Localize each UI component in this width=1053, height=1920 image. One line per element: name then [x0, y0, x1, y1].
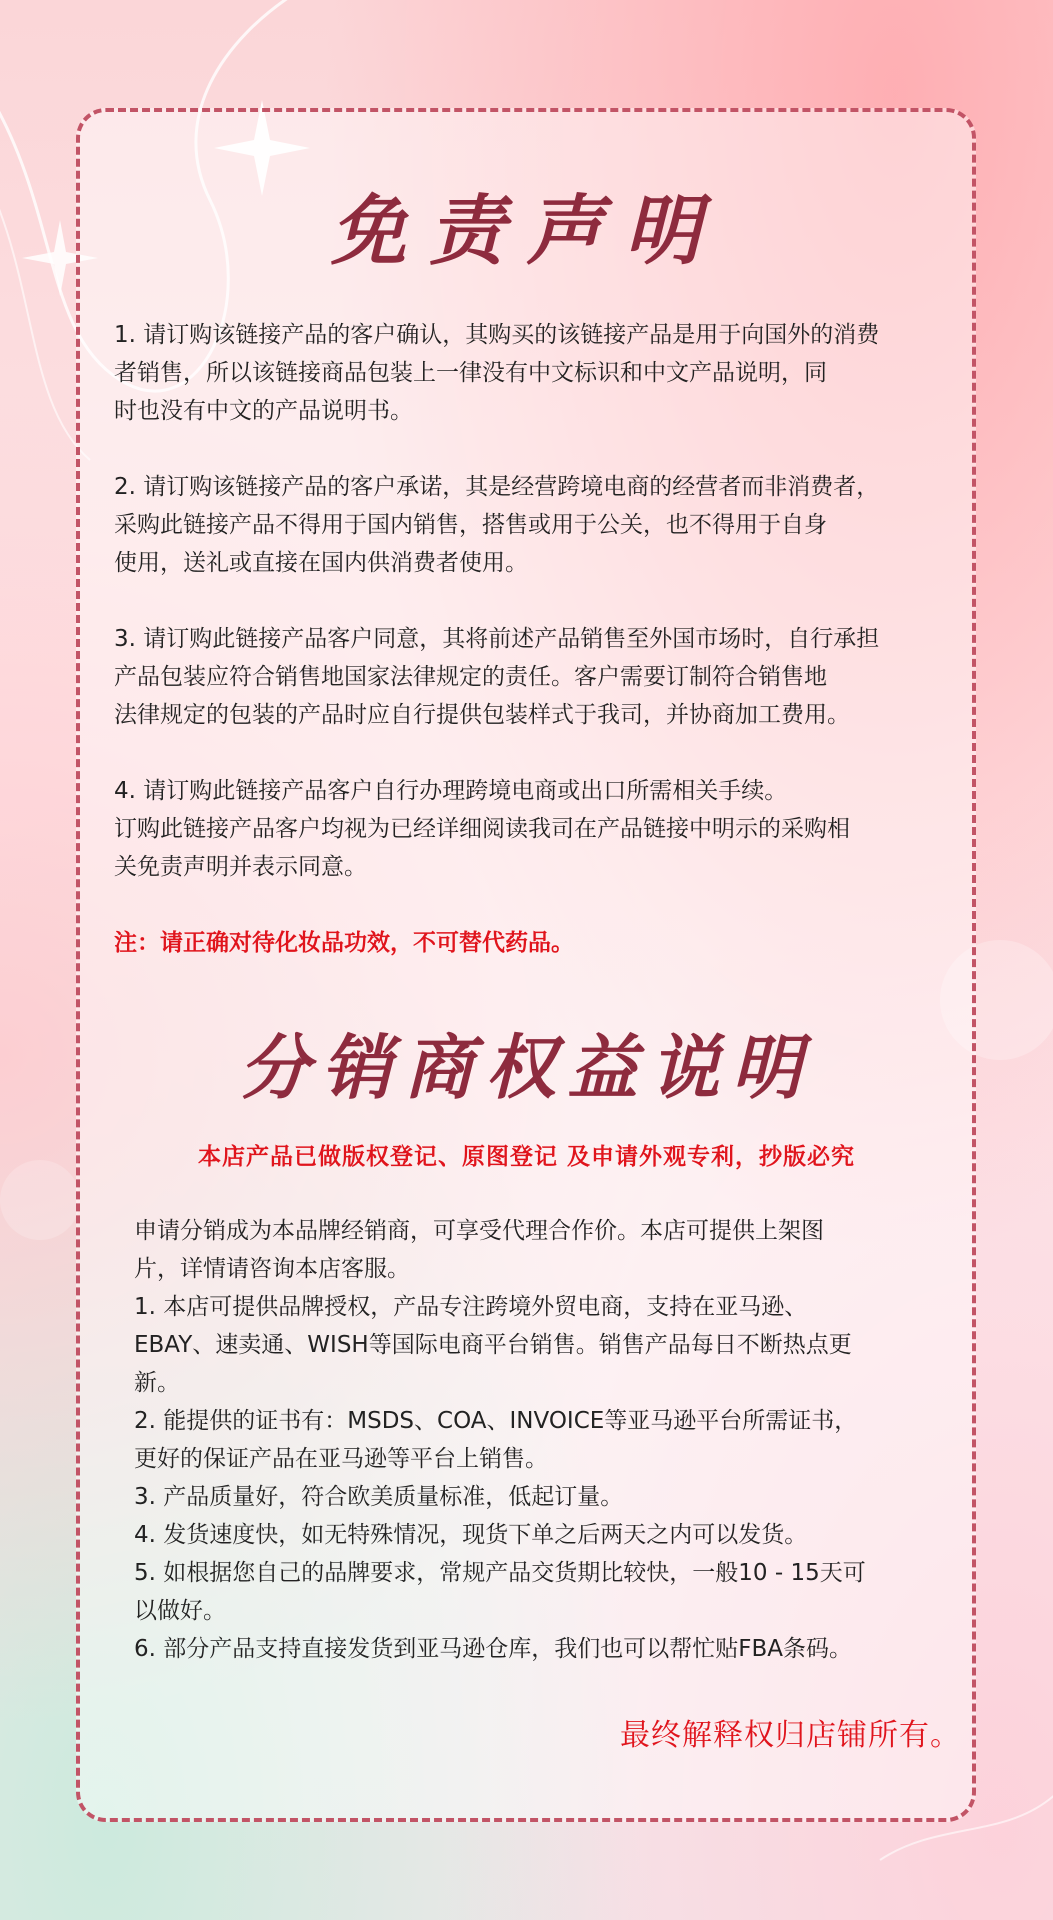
text-line: 2. 请订购该链接产品的客户承诺，其是经营跨境电商的经营者而非消费者， [114, 474, 880, 500]
text-line: 3. 请订购此链接产品客户同意，其将前述产品销售至外国市场时，自行承担 [114, 626, 880, 652]
text-line: 采购此链接产品不得用于国内销售，搭售或用于公关，也不得用于自身 [114, 512, 827, 538]
disclaimer-paragraph-2 [114, 468, 944, 582]
text-line: 以做好。 [134, 1598, 226, 1624]
disclaimer-note: 注：请正确对待化妆品功效，不可替代药品。 [114, 930, 574, 956]
final-interpretation-notice: 最终解释权归店铺所有。 [620, 1718, 961, 1753]
distributor-title: 分销商权益说明 [239, 1026, 814, 1109]
text-line: 5. 如根据您自己的品牌要求，常规产品交货期比较快，一般10 - 15天可 [134, 1560, 866, 1586]
disclaimer-paragraph-4 [114, 772, 944, 886]
text-line: 4. 请订购此链接产品客户自行办理跨境电商或出口所需相关手续。 [114, 778, 788, 804]
text-line: 1. 请订购该链接产品的客户确认，其购买的该链接产品是用于向国外的消费 [114, 322, 880, 348]
disclaimer-title: 免责声明 [330, 186, 723, 275]
text-line: 新。 [134, 1370, 180, 1396]
text-line: EBAY、速卖通、WISH等国际电商平台销售。销售产品每日不断热点更 [134, 1332, 852, 1358]
disclaimer-paragraph-1 [114, 316, 944, 430]
text-line: 6. 部分产品支持直接发货到亚马逊仓库，我们也可以帮忙贴FBA条码。 [134, 1636, 852, 1662]
text-line: 产品包装应符合销售地国家法律规定的责任。客户需要订制符合销售地 [114, 664, 827, 690]
text-line: 4. 发货速度快，如无特殊情况，现货下单之后两天之内可以发货。 [134, 1522, 808, 1548]
text-line: 关免责声明并表示同意。 [114, 854, 367, 880]
text-line: 1. 本店可提供品牌授权，产品专注跨境外贸电商，支持在亚马逊、 [134, 1294, 808, 1320]
text-line: 更好的保证产品在亚马逊等平台上销售。 [134, 1446, 548, 1472]
text-line: 法律规定的包装的产品时应自行提供包装样式于我司，并协商加工费用。 [114, 702, 850, 728]
text-line: 订购此链接产品客户均视为已经详细阅读我司在产品链接中明示的采购相 [114, 816, 850, 842]
text-line: 片，详情请咨询本店客服。 [134, 1256, 410, 1282]
text-line: 申请分销成为本品牌经销商，可享受代理合作价。本店可提供上架图 [134, 1218, 824, 1244]
text-line: 使用，送礼或直接在国内供消费者使用。 [114, 550, 528, 576]
disclaimer-body [114, 316, 944, 962]
distributor-body [134, 1212, 944, 1668]
text-line: 3. 产品质量好，符合欧美质量标准，低起订量。 [134, 1484, 624, 1510]
text-line: 2. 能提供的证书有：MSDS、COA、INVOICE等亚马逊平台所需证书， [134, 1408, 858, 1434]
text-line: 者销售，所以该链接商品包装上一律没有中文标识和中文产品说明，同 [114, 360, 827, 386]
text-line: 时也没有中文的产品说明书。 [114, 398, 413, 424]
disclaimer-paragraph-3 [114, 620, 944, 734]
copyright-notice: 本店产品已做版权登记、原图登记 及申请外观专利，抄版必究 [197, 1144, 855, 1170]
